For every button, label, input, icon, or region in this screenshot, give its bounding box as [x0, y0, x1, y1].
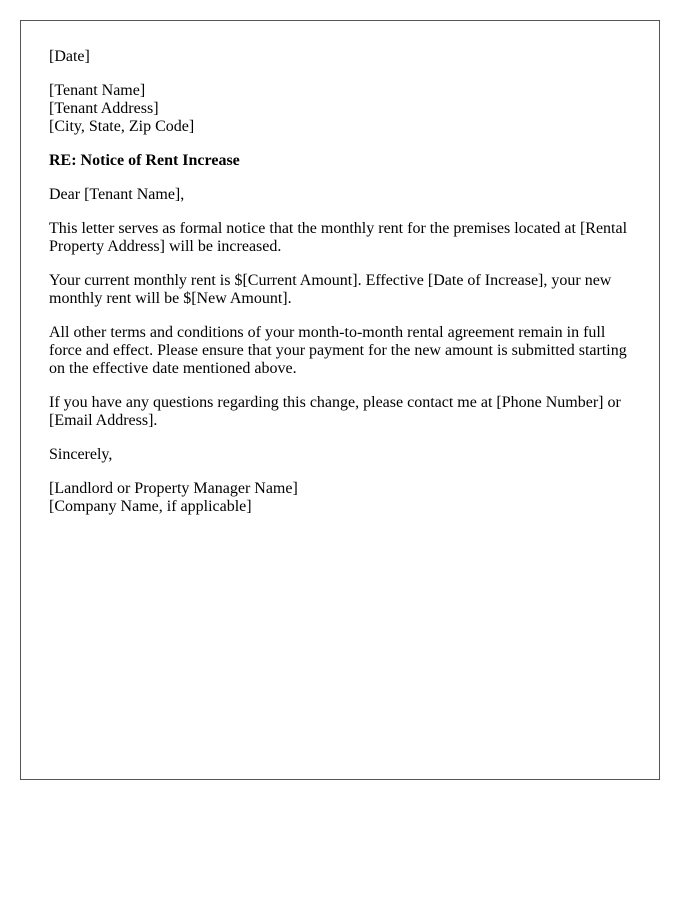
letter-date: [Date] [49, 48, 90, 65]
salutation: Dear [Tenant Name], [49, 186, 185, 203]
letter-page [20, 20, 660, 780]
recipient-block [49, 82, 631, 136]
paragraph-amounts: Your current monthly rent is $[Current Amount]. Effective [Date of Increase], your new monthly rent will be $[New Amount]. [49, 272, 612, 307]
closing: Sincerely, [49, 446, 113, 463]
tenant-city-state-zip: [City, State, Zip Code] [49, 118, 195, 135]
tenant-address: [Tenant Address] [49, 100, 159, 117]
signer-name: [Landlord or Property Manager Name] [49, 480, 298, 497]
signature-block [49, 480, 631, 516]
letter-subject: RE: Notice of Rent Increase [49, 152, 240, 169]
paragraph-terms: All other terms and conditions of your month-to-month rental agreement remain in full force and effect. Please ensure that your payment for the new amount is submitted starting on the effective date mentioned above. [49, 324, 627, 377]
paragraph-contact: If you have any questions regarding this change, please contact me at [Phone Number] or [Email Address]. [49, 394, 621, 429]
tenant-name: [Tenant Name] [49, 82, 146, 99]
signer-company: [Company Name, if applicable] [49, 498, 252, 515]
paragraph-notice: This letter serves as formal notice that the monthly rent for the premises located at [Rental Property Address] will be increased. [49, 220, 628, 255]
